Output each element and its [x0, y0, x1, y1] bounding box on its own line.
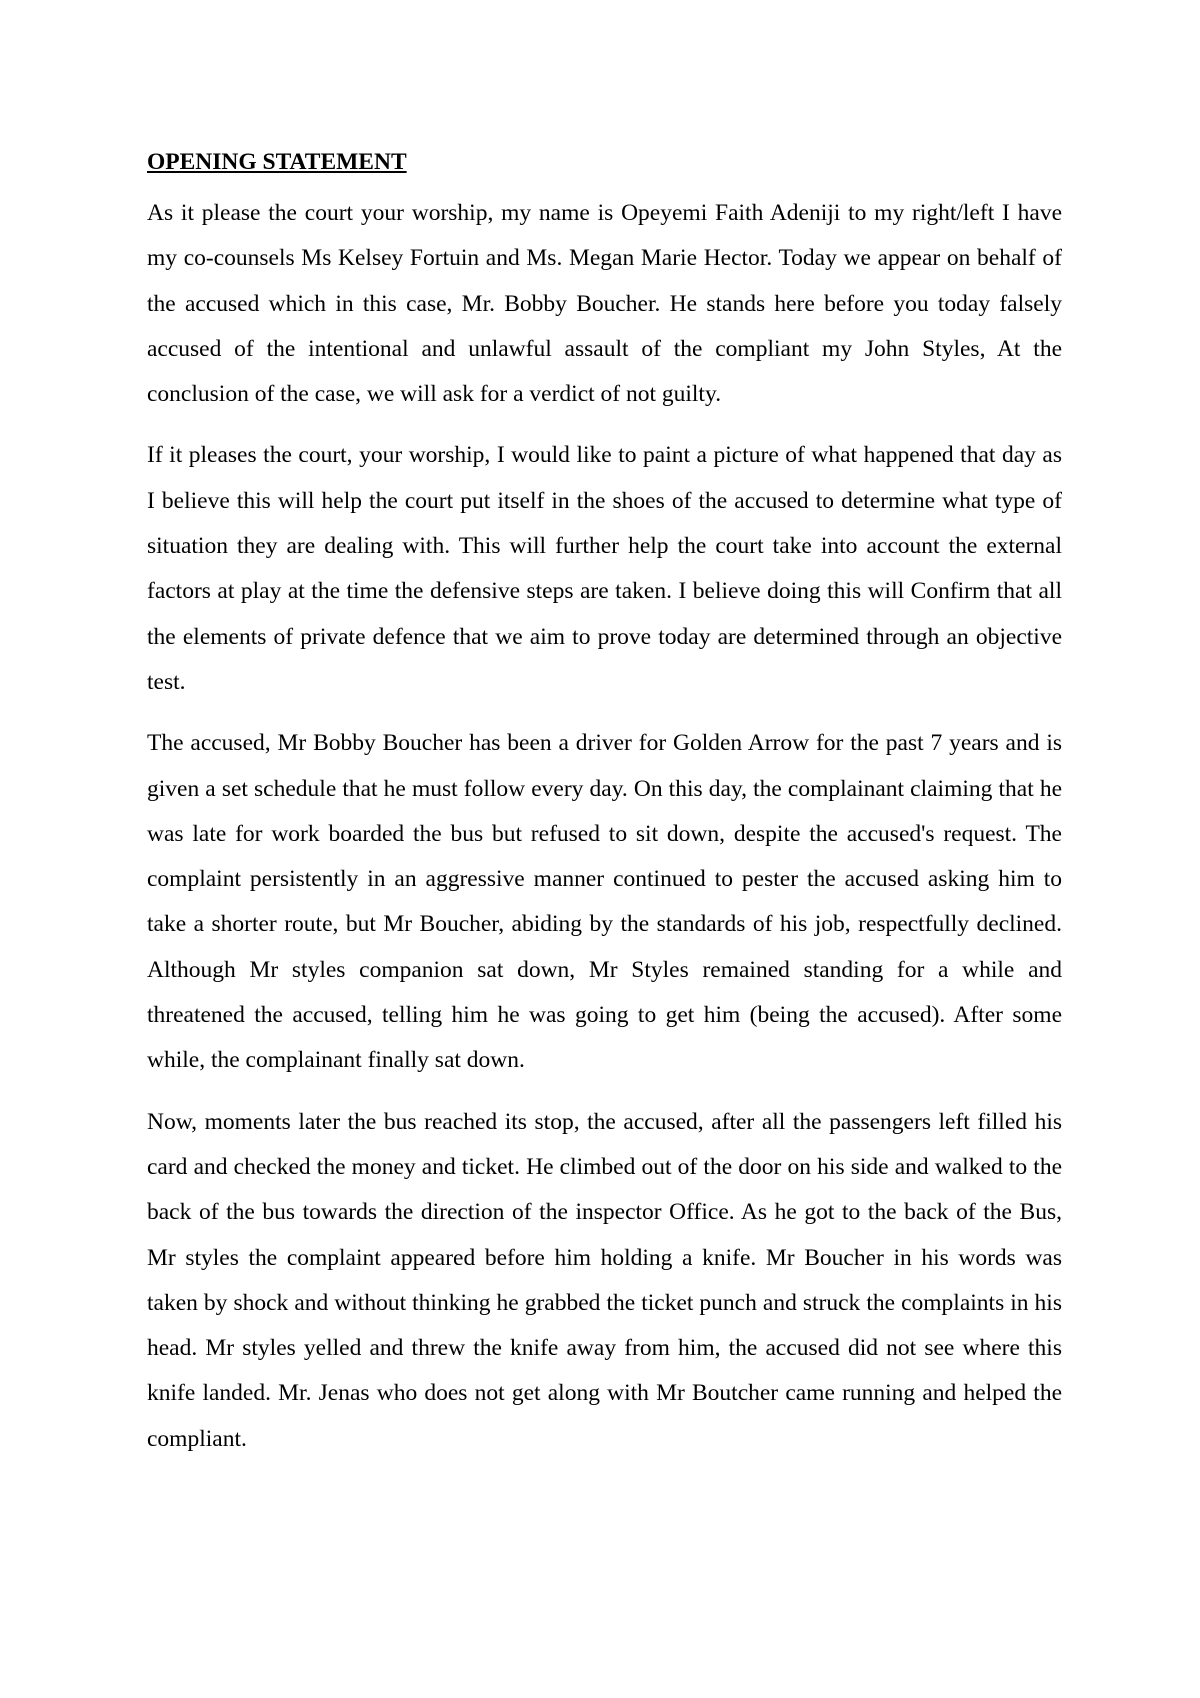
paragraph-incident: Now, moments later the bus reached its stop, the accused, after all the passengers left filled his card and checked the money and ticket. He climbed out of the door on his side and walked to the back of the bus towards the direction of the inspector Office. As he got to the back of the Bus, Mr styles the complaint appeared before him holding a knife. Mr Boucher in his words was taken by shock and without thinking he grabbed the ticket punch and struck the complaints in his head. Mr styles yelled and threw the knife away from him, the accused did not see where this knife landed. Mr. Jenas who does not get along with Mr Boutcher came running and helped the compliant.: [147, 1108, 1062, 1452]
paragraph-picture-of-events: If it pleases the court, your worship, I would like to paint a picture of what happened that day as I believe this will help the court put itself in the shoes of the accused to determine what type of situation they are dealing with. This will further help the court take into account the external factors at play at the time the defensive steps are taken. I believe doing this will Confirm that all the elements of private defence that we aim to prove today are determined through an objective test.: [147, 442, 1062, 695]
document-heading: OPENING STATEMENT: [147, 149, 407, 175]
paragraph-introduction: As it please the court your worship, my name is Opeyemi Faith Adeniji to my right/left I have my co-counsels Ms Kelsey Fortuin and Ms. Megan Marie Hector. Today we appear on behalf of the accused which in this case, Mr. Bobby Boucher. He stands here before you today falsely accused of the intentional and unlawful assault of the compliant my John Styles, At the conclusion of the case, we will ask for a verdict of not guilty.: [147, 200, 1062, 408]
paragraph-accused-background: The accused, Mr Bobby Boucher has been a driver for Golden Arrow for the past 7 years and is given a set schedule that he must follow every day. On this day, the complainant claiming that he was late for work boarded the bus but refused to sit down, despite the accused's request. The complaint persistently in an aggressive manner continued to pester the accused asking him to take a shorter route, but Mr Boucher, abiding by the standards of his job, respectfully declined. Although Mr styles companion sat down, Mr Styles remained standing for a while and threatened the accused, telling him he was going to get him (being the accused). After some while, the complainant finally sat down.: [147, 730, 1062, 1074]
document-page: [147, 146, 1062, 1478]
